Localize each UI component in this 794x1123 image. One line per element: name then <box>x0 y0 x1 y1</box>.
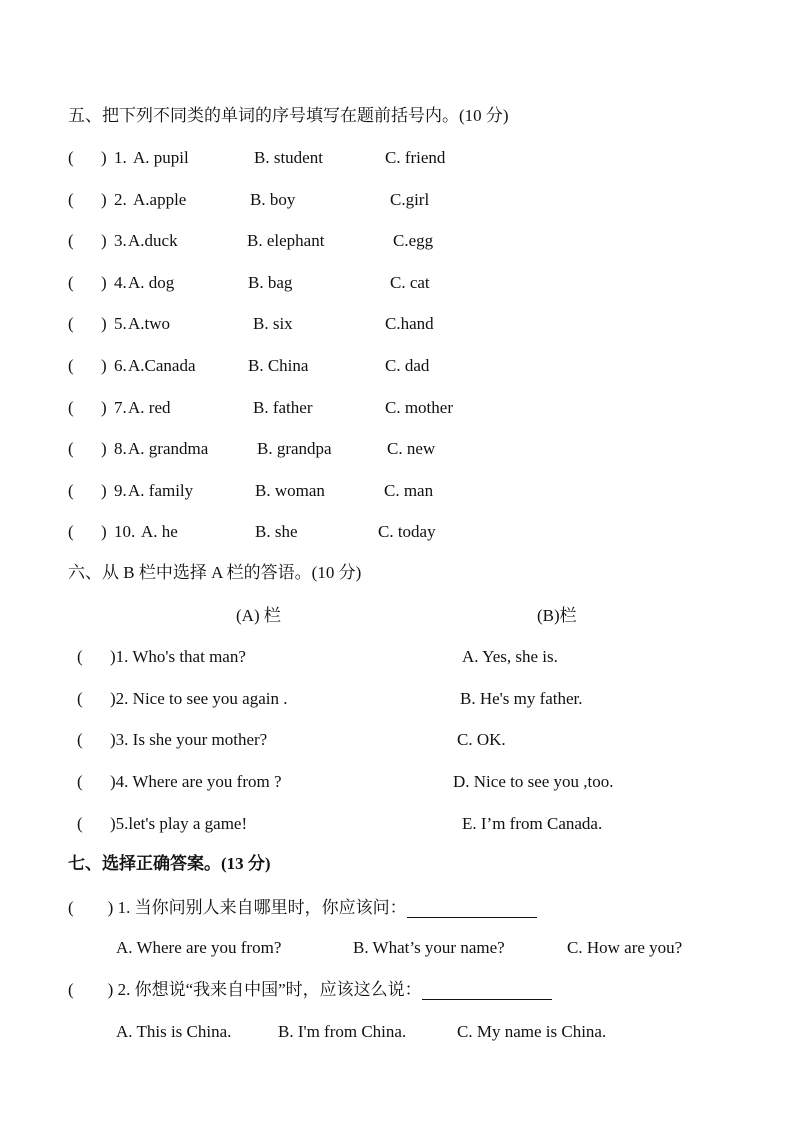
answer-blank[interactable] <box>422 983 552 1000</box>
option-b: B. China <box>248 356 309 375</box>
answer-bracket-open[interactable]: ( <box>68 397 74 417</box>
answer-bracket-close: ) <box>101 439 107 459</box>
question-text: )5.let's play a game! <box>110 813 248 833</box>
option-b: B. six <box>253 314 293 334</box>
item-number: 7. <box>114 397 127 417</box>
option-c: C. How are you? <box>567 938 683 957</box>
answer-bracket-open[interactable]: ( <box>77 813 83 833</box>
option-b: B. she <box>255 522 298 542</box>
answer-bracket-close: ) <box>101 314 107 334</box>
answer-bracket-open[interactable]: ( <box>68 980 74 999</box>
answer-option: D. Nice to see you ,too. <box>453 772 614 792</box>
option-a: A. This is China. <box>116 1022 232 1041</box>
answer-bracket-close: ) <box>101 480 107 500</box>
option-a: A.apple <box>133 189 187 209</box>
question-stem: ) 1. 当你问别人来自哪里时，你应该问： <box>107 898 407 917</box>
option-c: C. cat <box>390 272 430 292</box>
option-a: A. dog <box>128 272 175 292</box>
item-number: 2. <box>114 189 127 209</box>
section6-heading: 六、从 B 栏中选择 A 栏的答语。(10 分) <box>68 563 362 582</box>
item-number: 3. <box>114 231 127 251</box>
option-b: B. boy <box>250 189 296 209</box>
question-text: )4. Where are you from ? <box>110 772 282 792</box>
option-c: C.girl <box>390 189 430 209</box>
answer-bracket-open[interactable]: ( <box>68 231 74 251</box>
answer-bracket-open[interactable]: ( <box>68 898 74 917</box>
option-c: C. dad <box>385 356 430 375</box>
question-text: )2. Nice to see you again . <box>110 688 288 708</box>
item-number: 1. <box>114 148 127 167</box>
column-b-title: (B)栏 <box>537 606 577 625</box>
answer-bracket-open[interactable]: ( <box>77 730 83 750</box>
question-text: )1. Who's that man? <box>110 647 246 666</box>
answer-bracket-open[interactable]: ( <box>77 688 83 708</box>
option-a: A. grandma <box>128 439 209 459</box>
option-a: A.two <box>128 314 171 334</box>
answer-bracket-close: ) <box>101 148 107 167</box>
item-number: 4. <box>114 272 127 292</box>
option-c: C. friend <box>385 148 446 167</box>
option-a: A.Canada <box>128 356 196 375</box>
answer-bracket-open[interactable]: ( <box>68 480 74 500</box>
section5-heading: 五、把下列不同类的单词的序号填写在题前括号内。(10 分) <box>68 106 509 125</box>
column-a-title: (A) 栏 <box>236 606 281 625</box>
option-a: A.duck <box>128 231 178 251</box>
option-b: B. student <box>254 148 323 167</box>
option-b: B. father <box>253 397 313 417</box>
option-a: A. he <box>141 522 178 542</box>
answer-bracket-open[interactable]: ( <box>68 189 74 209</box>
answer-option: A. Yes, she is. <box>462 647 558 666</box>
option-a: A. pupil <box>133 148 189 167</box>
answer-bracket-close: ) <box>101 522 107 542</box>
option-a: A. family <box>128 480 194 500</box>
question-row <box>68 898 537 918</box>
option-b: B. elephant <box>247 231 325 251</box>
option-c: C. man <box>384 480 434 500</box>
option-c: C. today <box>378 522 436 542</box>
question-row <box>68 980 552 1000</box>
answer-option: B. He's my father. <box>460 688 583 708</box>
answer-bracket-close: ) <box>101 231 107 251</box>
item-number: 5. <box>114 314 127 334</box>
answer-bracket-open[interactable]: ( <box>77 647 83 666</box>
option-b: B. woman <box>255 480 325 500</box>
item-number: 9. <box>114 480 127 500</box>
option-c: C.hand <box>385 314 434 334</box>
option-a: A. red <box>128 397 171 417</box>
answer-blank[interactable] <box>407 901 537 918</box>
option-b: B. I'm from China. <box>278 1022 407 1041</box>
option-a: A. Where are you from? <box>116 938 282 957</box>
question-text: )3. Is she your mother? <box>110 730 268 750</box>
option-b: B. What’s your name? <box>353 938 505 957</box>
item-number: 8. <box>114 439 127 459</box>
answer-option: C. OK. <box>457 730 506 750</box>
option-c: C. new <box>387 439 436 459</box>
answer-bracket-close: ) <box>101 356 107 375</box>
item-number: 10. <box>114 522 136 542</box>
option-b: B. bag <box>248 272 293 292</box>
item-number: 6. <box>114 356 127 375</box>
answer-bracket-open[interactable]: ( <box>68 148 74 167</box>
answer-bracket-open[interactable]: ( <box>77 772 83 792</box>
answer-bracket-close: ) <box>101 189 107 209</box>
answer-bracket-open[interactable]: ( <box>68 356 74 375</box>
option-c: C. mother <box>385 397 453 417</box>
option-b: B. grandpa <box>257 439 332 459</box>
answer-bracket-open[interactable]: ( <box>68 439 74 459</box>
answer-option: E. I’m from Canada. <box>462 813 603 833</box>
answer-bracket-open[interactable]: ( <box>68 272 74 292</box>
question-stem: ) 2. 你想说“我来自中国”时，应该这么说： <box>107 980 422 999</box>
answer-bracket-open[interactable]: ( <box>68 522 74 542</box>
answer-bracket-close: ) <box>101 272 107 292</box>
option-c: C. My name is China. <box>457 1022 607 1041</box>
answer-bracket-open[interactable]: ( <box>68 314 74 334</box>
section7-heading: 七、选择正确答案。(13 分) <box>68 854 271 873</box>
option-c: C.egg <box>393 231 434 251</box>
answer-bracket-close: ) <box>101 397 107 417</box>
